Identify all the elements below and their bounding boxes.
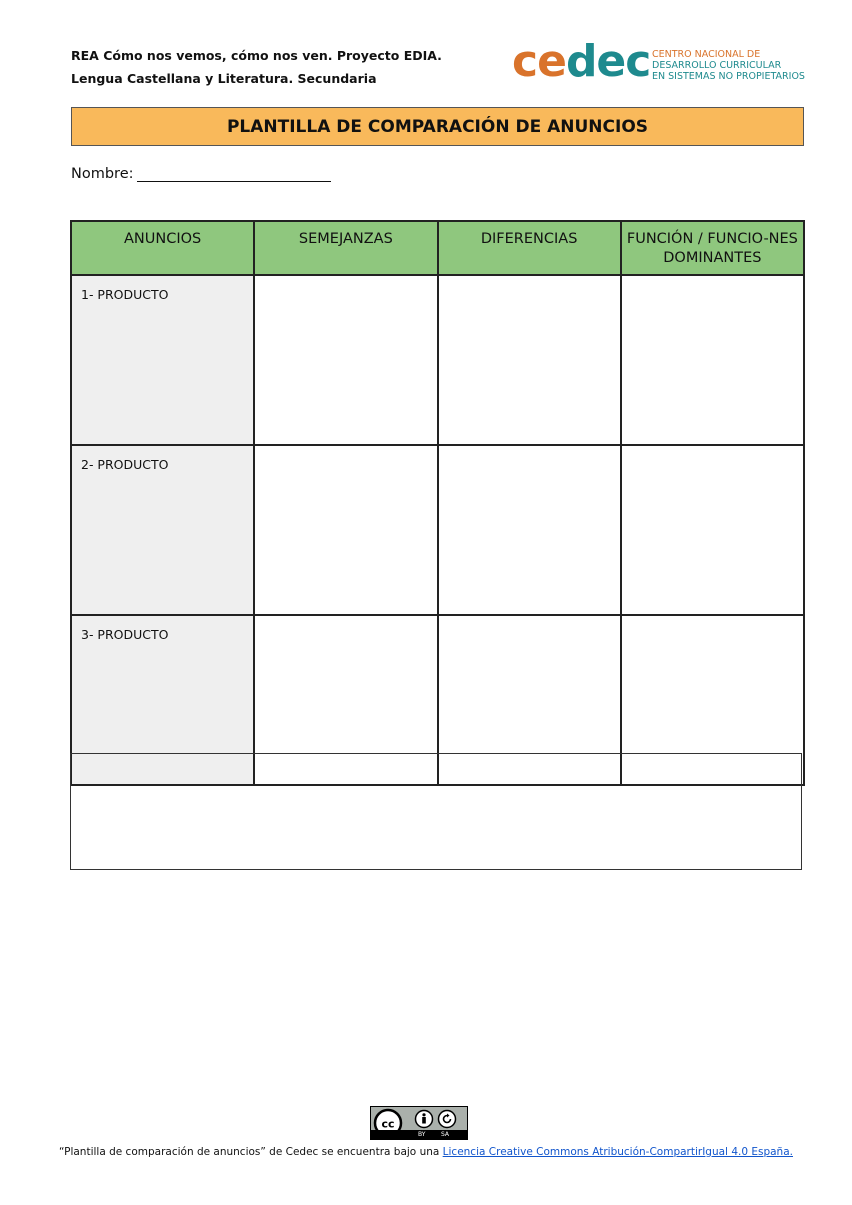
table-row [71, 275, 804, 445]
row-label: 3- PRODUCTO [71, 615, 254, 785]
header-funcion: FUNCIÓN / FUNCIO-NES DOMINANTES [621, 221, 804, 275]
name-input-line[interactable] [137, 166, 331, 182]
header-anuncios: ANUNCIOS [71, 221, 254, 275]
cc-license-badge[interactable] [370, 1106, 468, 1140]
diferencias-cell[interactable] [438, 445, 621, 615]
name-field [71, 166, 331, 182]
comparison-table [70, 220, 805, 786]
license-footer [0, 1146, 852, 1158]
license-link[interactable]: Licencia Creative Commons Atribución-CompartirIgual 4.0 España. [442, 1146, 793, 1158]
name-label: Nombre: [71, 166, 134, 182]
notes-box[interactable] [70, 753, 802, 870]
header-semejanzas: SEMEJANZAS [254, 221, 437, 275]
logo-mark [512, 36, 650, 87]
semejanzas-cell[interactable] [254, 445, 437, 615]
table-row [71, 445, 804, 615]
header-line-2: Lengua Castellana y Literatura. Secundaria [71, 71, 377, 86]
logo-sub-line-1: CENTRO NACIONAL DE [652, 49, 761, 60]
diferencias-cell[interactable] [438, 275, 621, 445]
page-title: PLANTILLA DE COMPARACIÓN DE ANUNCIOS [71, 107, 804, 146]
svg-text:cc: cc [381, 1117, 395, 1131]
semejanzas-cell[interactable] [254, 275, 437, 445]
sa-icon [437, 1109, 457, 1129]
cedec-logo [512, 36, 812, 90]
funcion-cell[interactable] [621, 445, 804, 615]
sa-label: SA [441, 1131, 450, 1138]
header-diferencias: DIFERENCIAS [438, 221, 621, 275]
row-label: 1- PRODUCTO [71, 275, 254, 445]
header-line-1: REA Cómo nos vemos, cómo nos ven. Proyecto EDIA. [71, 48, 442, 63]
license-text: “Plantilla de comparación de anuncios” de Cedec se encuentra bajo una [59, 1146, 440, 1158]
logo-mark-part1: ce [512, 36, 566, 87]
by-icon [414, 1109, 434, 1129]
logo-sub-line-2: DESARROLLO CURRICULAR [652, 60, 782, 71]
row-label: 2- PRODUCTO [71, 445, 254, 615]
funcion-cell[interactable] [621, 275, 804, 445]
logo-sub-line-3: EN SISTEMAS NO PROPIETARIOS [652, 71, 805, 82]
logo-subtitle [652, 49, 805, 82]
by-label: BY [418, 1131, 426, 1138]
logo-mark-part2: dec [565, 36, 651, 87]
